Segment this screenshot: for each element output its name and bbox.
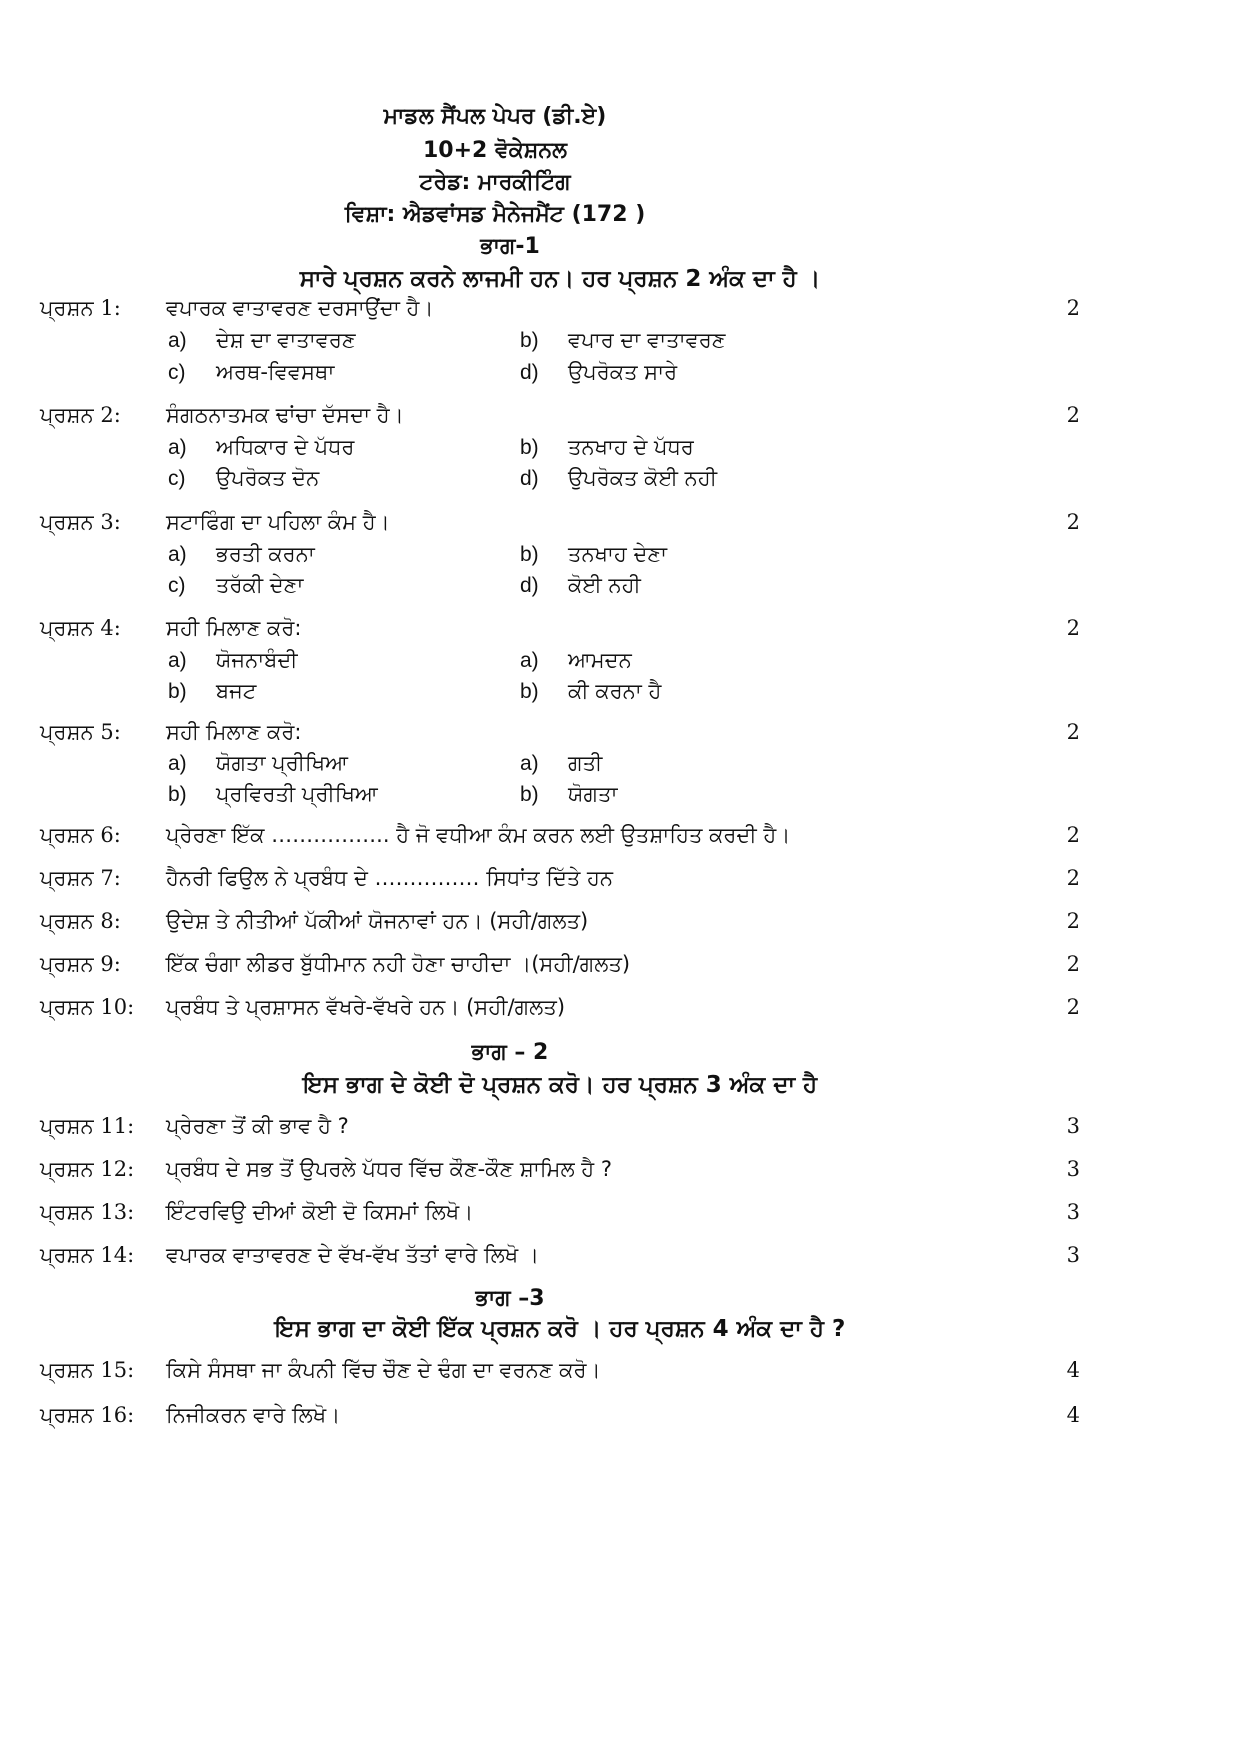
question-marks: 3 — [1066, 1243, 1080, 1267]
section-2-title: ਭਾਗ – 2 — [471, 1040, 549, 1065]
match-right-b — [520, 679, 661, 704]
question-marks: 2 — [1066, 403, 1080, 427]
match-left-b — [168, 782, 378, 807]
paper-title: ਮਾਡਲ ਸੈਂਪਲ ਪੇਪਰ (ਡੀ.ਏ) — [383, 104, 607, 129]
option-letter: b) — [168, 680, 187, 703]
option-text: ਤਨਖਾਹ ਦੇ ਪੱਧਰ — [568, 435, 694, 459]
question-marks: 2 — [1066, 823, 1080, 847]
question-text: ਇੱਕ ਚੰਗਾ ਲੀਡਰ ਬੁੱਧੀਮਾਨ ਨਹੀ ਹੋਣਾ ਚਾਹੀਦਾ ।(ਸਹੀ/ਗਲਤ) — [166, 952, 631, 976]
option-letter: c) — [168, 574, 186, 597]
match-left-a — [168, 648, 298, 673]
question-marks: 2 — [1066, 909, 1080, 933]
question-label: ਪ੍ਰਸ਼ਨ 1: — [40, 296, 121, 320]
question-16 — [40, 1403, 1080, 1435]
option-letter: a) — [168, 752, 187, 775]
question-label: ਪ੍ਰਸ਼ਨ 2: — [40, 403, 121, 427]
section-3-title: ਭਾਗ –3 — [475, 1286, 545, 1311]
question-label: ਪ੍ਰਸ਼ਨ 8: — [40, 909, 121, 933]
question-7 — [40, 866, 1080, 898]
question-13 — [40, 1200, 1080, 1232]
option-text: ਵਪਾਰ ਦਾ ਵਾਤਾਵਰਣ — [568, 328, 726, 352]
question-label: ਪ੍ਰਸ਼ਨ 14: — [40, 1243, 135, 1267]
question-text: ਸਹੀ ਮਿਲਾਣ ਕਰੋ: — [166, 720, 302, 744]
question-marks: 3 — [1066, 1157, 1080, 1181]
option-letter: b) — [520, 436, 539, 459]
match-left-a — [168, 751, 348, 776]
question-4 — [40, 616, 1080, 648]
option-text: ਭਰਤੀ ਕਰਨਾ — [216, 542, 315, 566]
question-text: ਸੰਗਠਨਾਤਮਕ ਢਾਂਚਾ ਦੱਸਦਾ ਹੈ। — [166, 403, 404, 427]
question-3 — [40, 510, 1080, 542]
question-label: ਪ੍ਰਸ਼ਨ 13: — [40, 1200, 135, 1224]
option-text: ਬਜਟ — [216, 679, 257, 703]
question-label: ਪ੍ਰਸ਼ਨ 6: — [40, 823, 121, 847]
option-letter: a) — [520, 752, 539, 775]
option-text: ਯੋਗਤਾ — [568, 782, 618, 806]
option-text: ਪ੍ਰਵਿਰਤੀ ਪ੍ਰੀਖਿਆ — [216, 782, 378, 806]
option-text: ਕੋਈ ਨਹੀ — [568, 573, 641, 597]
subject-line: ਵਿਸ਼ਾ: ਐਡਵਾਂਸਡ ਮੈਨੇਜਮੈਂਟ (172 ) — [344, 202, 646, 227]
option-d — [520, 573, 641, 598]
option-letter: a) — [168, 543, 187, 566]
option-text: ਤਨਖਾਹ ਦੇਣਾ — [568, 542, 668, 566]
option-text: ਉਪਰੋਕਤ ਕੋਈ ਨਹੀ — [568, 466, 718, 490]
question-label: ਪ੍ਰਸ਼ਨ 9: — [40, 952, 121, 976]
question-label: ਪ੍ਰਸ਼ਨ 4: — [40, 616, 121, 640]
option-text: ਅਰਥ-ਵਿਵਸਥਾ — [216, 360, 335, 384]
question-marks: 2 — [1066, 720, 1080, 744]
match-right-a — [520, 648, 632, 673]
option-letter: c) — [168, 361, 186, 384]
option-letter: b) — [520, 783, 539, 806]
question-label: ਪ੍ਰਸ਼ਨ 5: — [40, 720, 121, 744]
trade-line: ਟਰੇਡ: ਮਾਰਕੀਟਿੰਗ — [419, 170, 571, 195]
option-d — [520, 360, 677, 385]
question-marks: 4 — [1066, 1403, 1080, 1427]
question-2 — [40, 403, 1080, 435]
question-marks: 4 — [1066, 1358, 1080, 1382]
question-label: ਪ੍ਰਸ਼ਨ 7: — [40, 866, 121, 890]
question-label: ਪ੍ਰਸ਼ਨ 3: — [40, 510, 121, 534]
option-letter: a) — [168, 649, 187, 672]
question-marks: 2 — [1066, 510, 1080, 534]
section-1-instruction: ਸਾਰੇ ਪ੍ਰਸ਼ਨ ਕਰਨੇ ਲਾਜਮੀ ਹਨ। ਹਰ ਪ੍ਰਸ਼ਨ 2 ਅੰਕ ਦਾ ਹੈ । — [299, 266, 821, 292]
option-text: ਯੋਜਨਾਬੰਦੀ — [216, 648, 298, 672]
question-marks: 3 — [1066, 1114, 1080, 1138]
option-text: ਦੇਸ਼ ਦਾ ਵਾਤਾਵਰਣ — [216, 328, 356, 352]
option-b — [520, 542, 667, 567]
question-15 — [40, 1358, 1080, 1390]
question-marks: 3 — [1066, 1200, 1080, 1224]
option-c — [168, 466, 319, 491]
question-marks: 2 — [1066, 616, 1080, 640]
option-text: ਉਪਰੋਕਤ ਸਾਰੇ — [568, 360, 678, 384]
option-text: ਤਰੱਕੀ ਦੇਣਾ — [216, 573, 304, 597]
question-9 — [40, 952, 1080, 984]
question-marks: 2 — [1066, 296, 1080, 320]
option-b — [520, 435, 694, 460]
question-text: ਨਿਜੀਕਰਨ ਵਾਰੇ ਲਿਖੋ। — [166, 1403, 341, 1427]
option-c — [168, 360, 334, 385]
option-text: ਆਮਦਨ — [568, 648, 632, 672]
option-text: ਅਧਿਕਾਰ ਦੇ ਪੱਧਰ — [216, 435, 355, 459]
question-8 — [40, 909, 1080, 941]
question-text: ਹੈਨਰੀ ਫਿਉਲ ਨੇ ਪ੍ਰਬੰਧ ਦੇ …………… ਸਿਧਾਂਤ ਦਿੱਤੇ ਹਨ — [166, 866, 614, 890]
option-a — [168, 435, 354, 460]
question-marks: 2 — [1066, 952, 1080, 976]
question-label: ਪ੍ਰਸ਼ਨ 11: — [40, 1114, 135, 1138]
question-label: ਪ੍ਰਸ਼ਨ 15: — [40, 1358, 135, 1382]
question-marks: 2 — [1066, 995, 1080, 1019]
option-letter: d) — [520, 574, 539, 597]
question-12 — [40, 1157, 1080, 1189]
question-marks: 2 — [1066, 866, 1080, 890]
option-letter: b) — [520, 543, 539, 566]
question-text: ਪ੍ਰੇਰਣਾ ਤੋਂ ਕੀ ਭਾਵ ਹੈ ? — [166, 1114, 349, 1138]
class-line: 10+2 ਵੋਕੇਸ਼ਨਲ — [422, 138, 568, 163]
option-letter: b) — [520, 329, 539, 352]
question-text: ਸਹੀ ਮਿਲਾਣ ਕਰੋ: — [166, 616, 302, 640]
option-letter: d) — [520, 467, 539, 490]
question-label: ਪ੍ਰਸ਼ਨ 12: — [40, 1157, 135, 1181]
option-a — [168, 542, 315, 567]
match-right-b — [520, 782, 617, 807]
option-b — [520, 328, 725, 353]
option-letter: a) — [168, 436, 187, 459]
match-left-b — [168, 679, 256, 704]
question-6 — [40, 823, 1080, 855]
question-text: ਪ੍ਰਬੰਧ ਤੇ ਪ੍ਰਸ਼ਾਸਨ ਵੱਖਰੇ-ਵੱਖਰੇ ਹਨ। (ਸਹੀ/ਗਲਤ) — [166, 995, 566, 1019]
option-letter: a) — [520, 649, 539, 672]
question-text: ਇੰਟਰਵਿਉ ਦੀਆਂ ਕੋਈ ਦੋ ਕਿਸਮਾਂ ਲਿਖੋ। — [166, 1200, 474, 1224]
option-text: ਯੋਗਤਾ ਪ੍ਰੀਖਿਆ — [216, 751, 348, 775]
question-text: ਪ੍ਰੇਰਣਾ ਇੱਕ …………….. ਹੈ ਜੋ ਵਧੀਆ ਕੰਮ ਕਰਨ ਲਈ ਉਤਸ਼ਾਹਿਤ ਕਰਦੀ ਹੈ। — [166, 823, 791, 847]
question-14 — [40, 1243, 1080, 1275]
question-label: ਪ੍ਰਸ਼ਨ 16: — [40, 1403, 135, 1427]
question-text: ਉਦੇਸ਼ ਤੇ ਨੀਤੀਆਂ ਪੱਕੀਆਂ ਯੋਜਨਾਵਾਂ ਹਨ। (ਸਹੀ/ਗਲਤ) — [166, 909, 589, 933]
question-text: ਕਿਸੇ ਸੰਸਥਾ ਜਾ ਕੰਪਨੀ ਵਿੱਚ ਚੌਣ ਦੇ ਢੰਗ ਦਾ ਵਰਨਣ ਕਰੋ। — [166, 1358, 601, 1382]
question-text: ਪ੍ਰਬੰਧ ਦੇ ਸਭ ਤੋਂ ਉਪਰਲੇ ਪੱਧਰ ਵਿੱਚ ਕੌਣ-ਕੌਣ ਸ਼ਾਮਿਲ ਹੈ ? — [166, 1157, 613, 1181]
option-letter: c) — [168, 467, 186, 490]
option-letter: b) — [520, 680, 539, 703]
question-1 — [40, 296, 1080, 328]
question-text: ਵਪਾਰਕ ਵਾਤਾਵਰਣ ਦੇ ਵੱਖ-ਵੱਖ ਤੱਤਾਂ ਵਾਰੇ ਲਿਖੋ । — [166, 1243, 540, 1267]
section-2-instruction: ਇਸ ਭਾਗ ਦੇ ਕੋਈ ਦੋ ਪ੍ਰਸ਼ਨ ਕਰੋ। ਹਰ ਪ੍ਰਸ਼ਨ 3 ਅੰਕ ਦਾ ਹੈ — [302, 1072, 818, 1098]
question-text: ਸਟਾਫਿੰਗ ਦਾ ਪਹਿਲਾ ਕੰਮ ਹੈ। — [166, 510, 390, 534]
question-label: ਪ੍ਰਸ਼ਨ 10: — [40, 995, 135, 1019]
option-text: ਉਪਰੋਕਤ ਦੋਨ — [216, 466, 320, 490]
question-text: ਵਪਾਰਕ ਵਾਤਾਵਰਣ ਦਰਸਾਉਂਦਾ ਹੈ। — [166, 296, 434, 320]
option-text: ਕੀ ਕਰਨਾ ਹੈ — [568, 679, 662, 703]
section-3-instruction: ਇਸ ਭਾਗ ਦਾ ਕੋਈ ਇੱਕ ਪ੍ਰਸ਼ਨ ਕਰੋ । ਹਰ ਪ੍ਰਸ਼ਨ 4 ਅੰਕ ਦਾ ਹੈ ? — [274, 1316, 846, 1342]
section-1-title: ਭਾਗ-1 — [480, 234, 540, 259]
question-11 — [40, 1114, 1080, 1146]
option-letter: b) — [168, 783, 187, 806]
question-5 — [40, 720, 1080, 752]
option-letter: d) — [520, 361, 539, 384]
option-text: ਗਤੀ — [568, 751, 603, 775]
option-letter: a) — [168, 329, 187, 352]
question-10 — [40, 995, 1080, 1027]
option-a — [168, 328, 356, 353]
match-right-a — [520, 751, 602, 776]
option-d — [520, 466, 717, 491]
option-c — [168, 573, 303, 598]
